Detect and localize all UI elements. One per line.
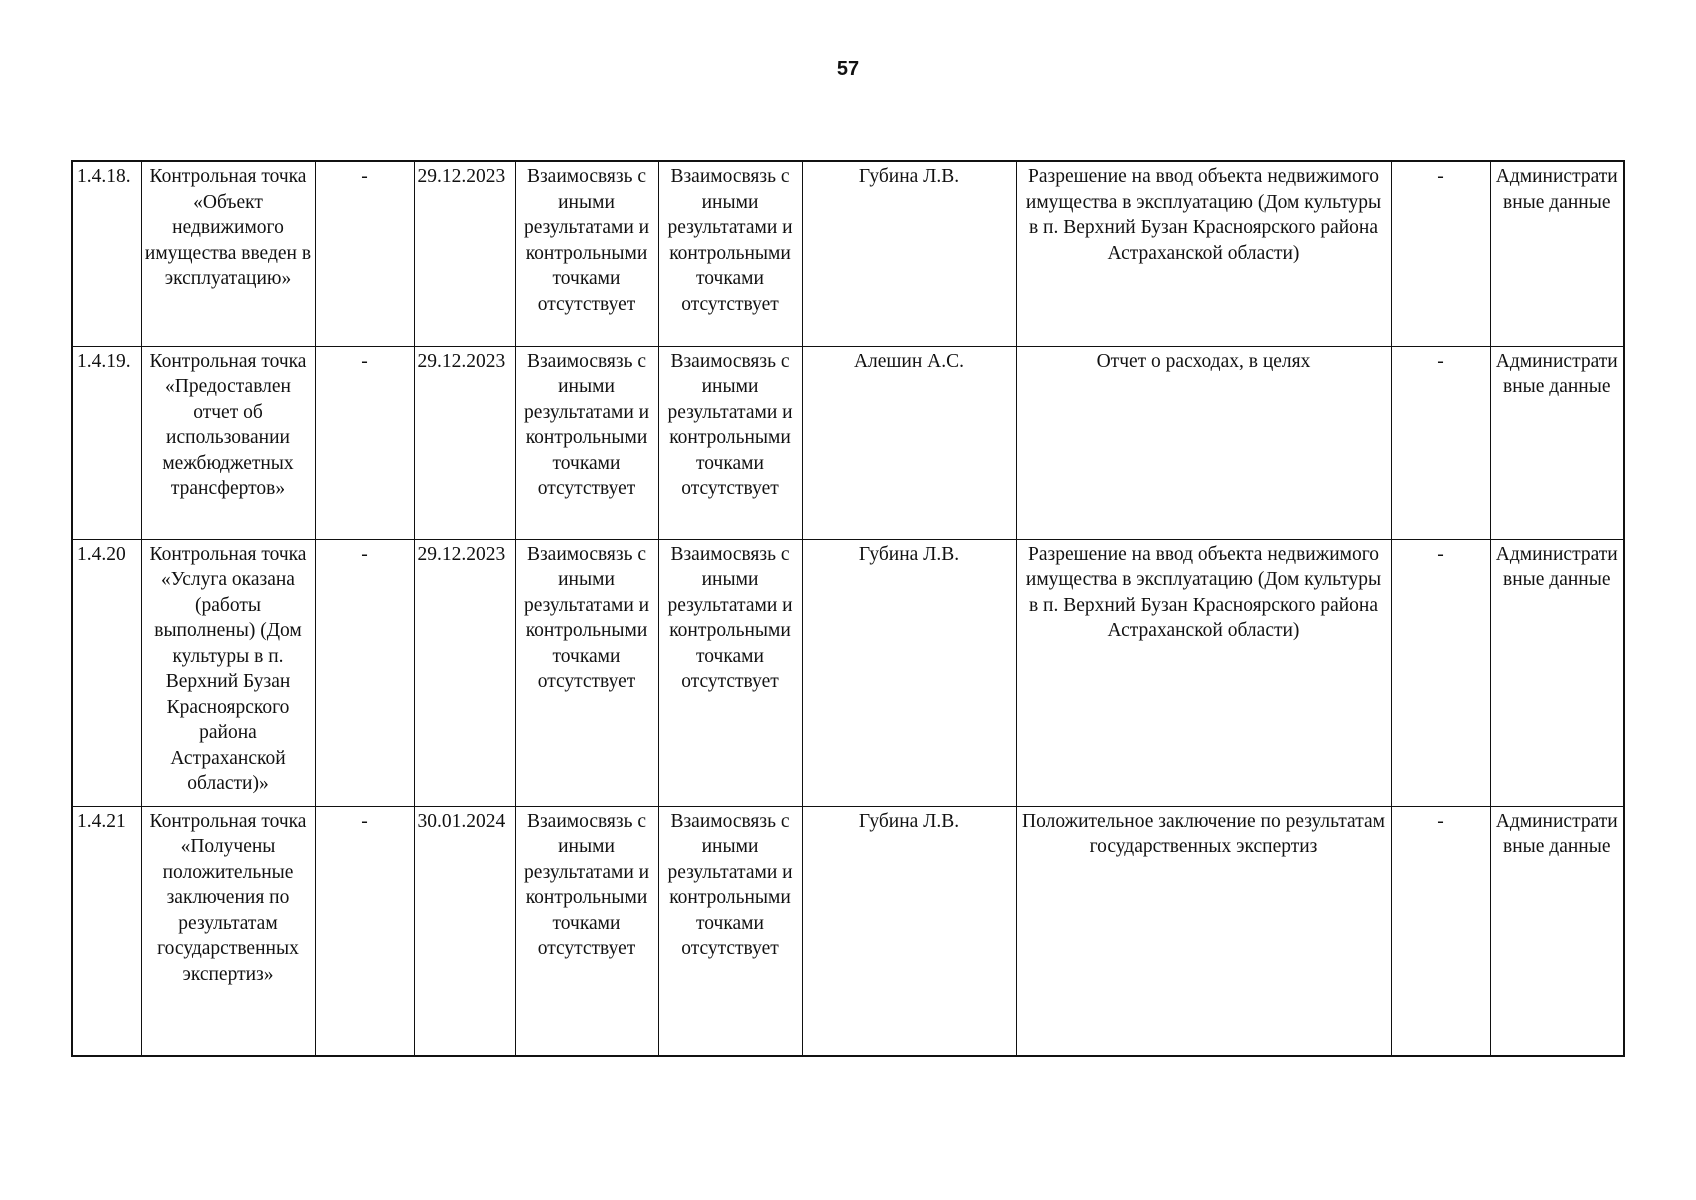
empty-value-dash: - xyxy=(315,346,414,539)
link-control-points: Взаимосвязь с иными результатами и контрольными точками отсутствует xyxy=(658,346,802,539)
table-row xyxy=(72,161,1624,346)
empty-value-dash: - xyxy=(315,806,414,1056)
information-source: Административные данные xyxy=(1490,346,1624,539)
link-results: Взаимосвязь с иными результатами и контрольными точками отсутствует xyxy=(515,346,658,539)
confirming-document: Положительное заключение по результатам государственных экспертиз xyxy=(1016,806,1391,1056)
confirming-document: Отчет о расходах, в целях xyxy=(1016,346,1391,539)
empty-value-dash: - xyxy=(315,161,414,346)
empty-value-dash: - xyxy=(315,539,414,806)
link-control-points: Взаимосвязь с иными результатами и контрольными точками отсутствует xyxy=(658,161,802,346)
empty-value-dash: - xyxy=(1391,161,1490,346)
link-results: Взаимосвязь с иными результатами и контрольными точками отсутствует xyxy=(515,539,658,806)
responsible-person: Губина Л.В. xyxy=(802,806,1016,1056)
control-point-name: Контрольная точка «Получены положительные заключения по результатам государственных экспертиз» xyxy=(141,806,315,1056)
deadline-date: 30.01.2024 xyxy=(414,806,515,1056)
link-control-points: Взаимосвязь с иными результатами и контрольными точками отсутствует xyxy=(658,539,802,806)
row-number: 1.4.21 xyxy=(72,806,141,1056)
link-results: Взаимосвязь с иными результатами и контрольными точками отсутствует xyxy=(515,161,658,346)
deadline-date: 29.12.2023 xyxy=(414,539,515,806)
row-number: 1.4.18. xyxy=(72,161,141,346)
row-number: 1.4.19. xyxy=(72,346,141,539)
deadline-date: 29.12.2023 xyxy=(414,161,515,346)
responsible-person: Алешин А.С. xyxy=(802,346,1016,539)
control-point-name: Контрольная точка «Услуга оказана (работы выполнены) (Дом культуры в п. Верхний Бузан Красноярского района Астраханской области)» xyxy=(141,539,315,806)
table-row xyxy=(72,806,1624,1056)
responsible-person: Губина Л.В. xyxy=(802,161,1016,346)
control-point-name: Контрольная точка «Предоставлен отчет об использовании межбюджетных трансфертов» xyxy=(141,346,315,539)
information-source: Административные данные xyxy=(1490,806,1624,1056)
page-number: 57 xyxy=(836,58,860,80)
link-results: Взаимосвязь с иными результатами и контрольными точками отсутствует xyxy=(515,806,658,1056)
link-control-points: Взаимосвязь с иными результатами и контрольными точками отсутствует xyxy=(658,806,802,1056)
empty-value-dash: - xyxy=(1391,806,1490,1056)
empty-value-dash: - xyxy=(1391,539,1490,806)
empty-value-dash: - xyxy=(1391,346,1490,539)
information-source: Административные данные xyxy=(1490,161,1624,346)
row-number: 1.4.20 xyxy=(72,539,141,806)
control-point-name: Контрольная точка «Объект недвижимого имущества введен в эксплуатацию» xyxy=(141,161,315,346)
deadline-date: 29.12.2023 xyxy=(414,346,515,539)
table-row xyxy=(72,346,1624,539)
confirming-document: Разрешение на ввод объекта недвижимого имущества в эксплуатацию (Дом культуры в п. Верхний Бузан Красноярского района Астраханской области) xyxy=(1016,161,1391,346)
table-row xyxy=(72,539,1624,806)
information-source: Административные данные xyxy=(1490,539,1624,806)
responsible-person: Губина Л.В. xyxy=(802,539,1016,806)
confirming-document: Разрешение на ввод объекта недвижимого имущества в эксплуатацию (Дом культуры в п. Верхний Бузан Красноярского района Астраханской области) xyxy=(1016,539,1391,806)
control-points-table xyxy=(71,160,1625,1057)
